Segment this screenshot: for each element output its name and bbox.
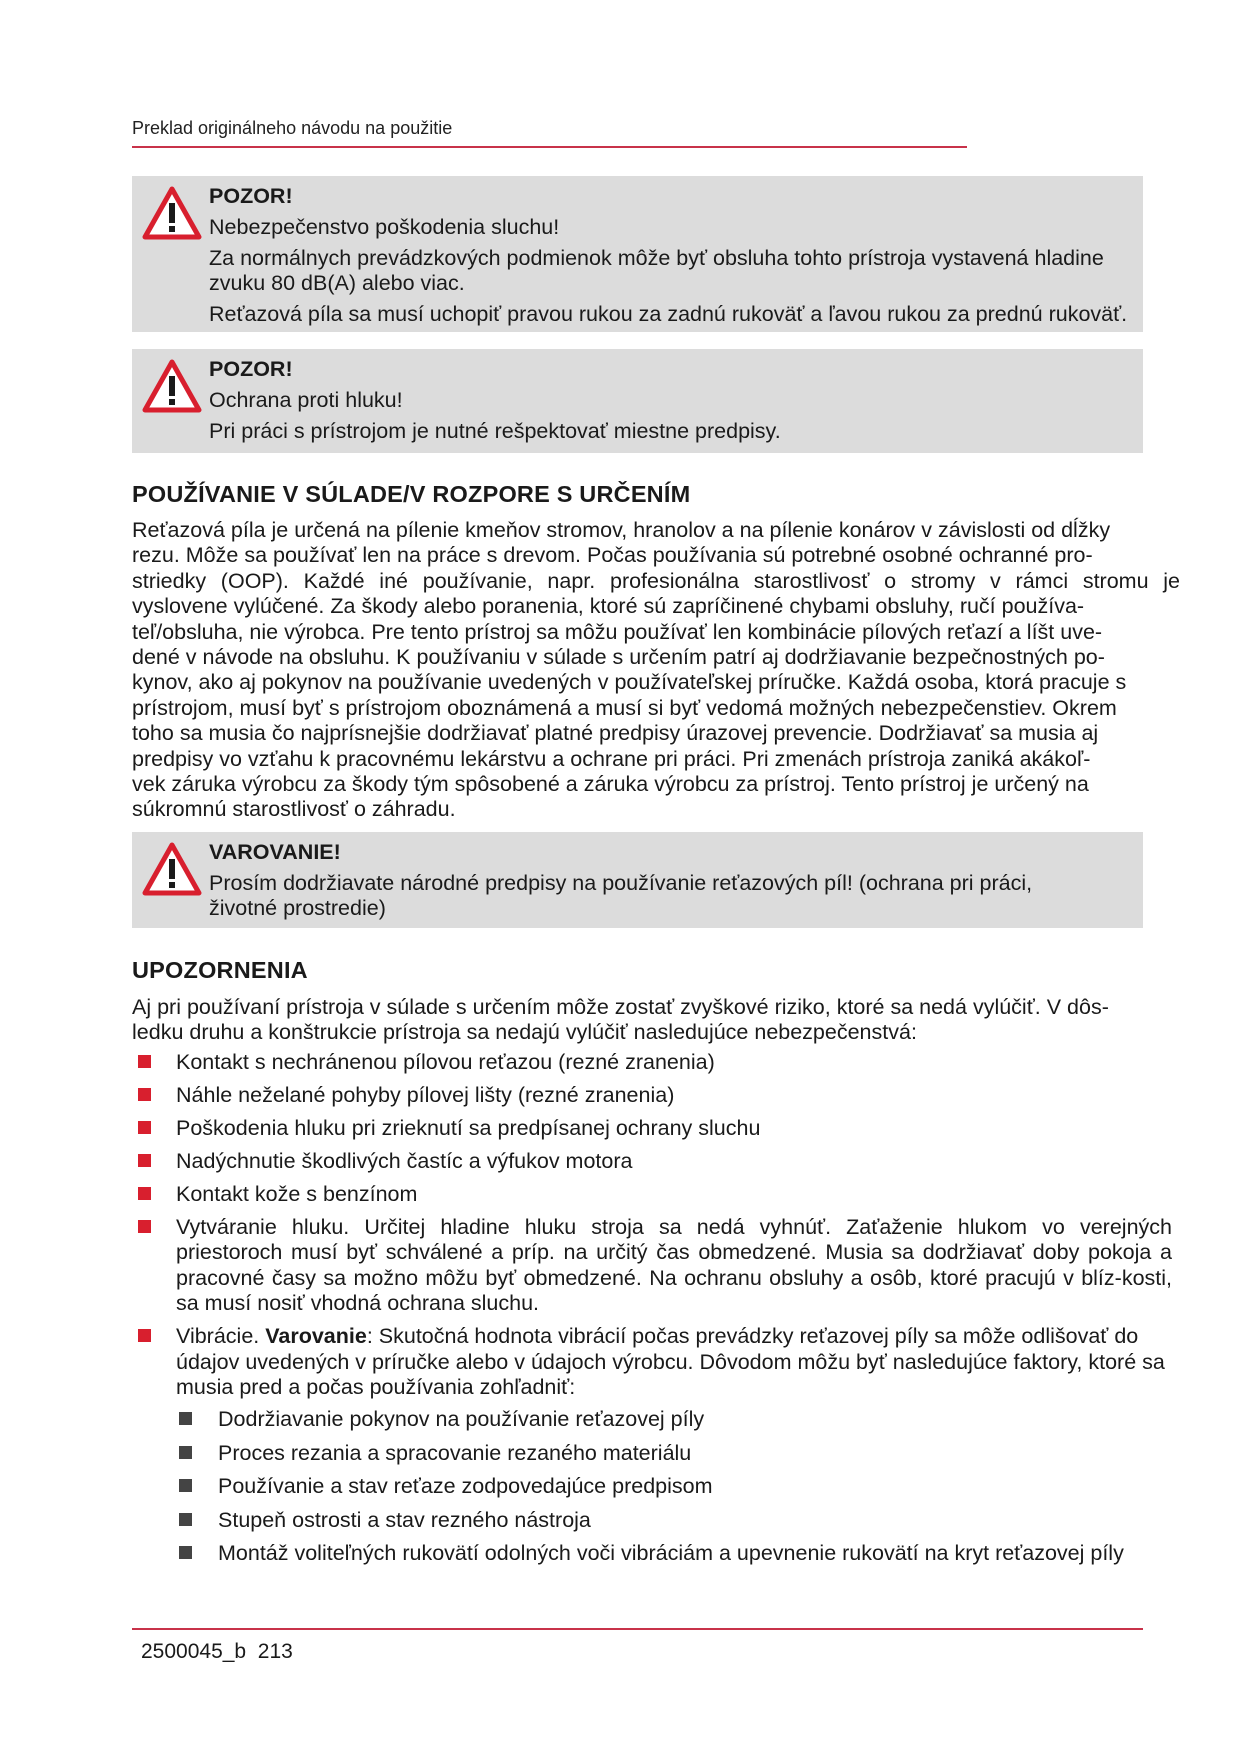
notice-line: Pri práci s prístrojom je nutné rešpektovať miestne predpisy.	[209, 419, 781, 443]
section-heading-intended-use: POUŽÍVANIE V SÚLADE/V ROZPORE S URČENÍM	[132, 481, 691, 507]
text-line: rezu. Môže sa používať len na práce s drevom. Počas používania sú potrebné osobné ochranné pro-	[132, 543, 1093, 568]
warning-triangle-icon	[142, 842, 202, 896]
gray-square-bullet-icon	[179, 1479, 192, 1492]
caution-box-hearing	[132, 176, 1143, 332]
notice-line: Nebezpečenstvo poškodenia sluchu!	[209, 215, 560, 239]
notice-title: VAROVANIE!	[209, 840, 341, 864]
text-line: predpisy vo vzťahu k pracovnému lekárstvu a ochrane pri práci. Pri zmenách prístroja zaniká akákoľ-	[132, 746, 1091, 771]
running-header: Preklad originálneho návodu na použitie	[132, 118, 453, 138]
vibration-text: : Skutočná hodnota vibrácií počas prevádzky reťazovej píly sa môže odlišovať do údajov uvedených v príručke alebo v údajoch výrobcu. Dôvodom môžu byť nasledujúce faktory, ktoré sa musia pred a počas používania zohľadniť:	[176, 1324, 1165, 1400]
notice-line: Reťazová píla sa musí uchopiť pravou rukou za zadnú rukoväť a ľavou rukou za prednú rukoväť.	[209, 302, 1128, 326]
sub-list-item-text: Proces rezania a spracovanie rezaného materiálu	[218, 1440, 692, 1465]
section-heading-notices: UPOZORNENIA	[132, 957, 308, 983]
list-item-vibration	[132, 1324, 1172, 1566]
notice-line: Za normálnych prevádzkových podmienok môže byť obsluha tohto prístroja vystavená hladine zvuku 80 dB(A) alebo viac.	[209, 246, 1104, 295]
notice-line: Prosím dodržiavate národné predpisy na používanie reťazových píl! (ochrana pri práci, životné prostredie)	[209, 871, 1033, 920]
list-item-text: Nadýchnutie škodlivých častíc a výfukov motora	[176, 1149, 633, 1173]
sub-list-item	[176, 1441, 1172, 1466]
vibration-factor-list	[176, 1407, 1172, 1566]
page-footer	[141, 1640, 293, 1664]
warning-triangle-icon	[142, 186, 202, 240]
warning-triangle-icon	[142, 359, 202, 413]
sub-list-item-text: Stupeň ostrosti a stav rezného nástroja	[218, 1507, 591, 1532]
text-line: dené v návode na obsluhu. K používaniu v súlade s určením patrí aj dodržiavanie bezpečnostných po-	[132, 645, 1105, 670]
text-line: Reťazová píla je určená na pílenie kmeňov stromov, hranolov a na pílenie konárov v závislosti od dĺžky	[132, 518, 1111, 542]
text-line: striedky (OOP). Každé iné používanie, napr. profesionálna starostlivosť o stromy v rámci stromu je	[132, 568, 1180, 593]
sub-list-item	[176, 1508, 1172, 1533]
sub-list-item-text: Montáž voliteľných rukovätí odolných voči vibráciám a upevnenie rukovätí na kryt reťazovej píly	[218, 1541, 1124, 1566]
list-item-text: Kontakt kože s benzínom	[176, 1182, 418, 1206]
red-square-bullet-icon	[138, 1121, 151, 1134]
gray-square-bullet-icon	[179, 1546, 192, 1559]
gray-square-bullet-icon	[179, 1446, 192, 1459]
list-item-text: Poškodenia hluku pri zrieknutí sa predpísanej ochrany sluchu	[176, 1116, 761, 1140]
red-square-bullet-icon	[138, 1220, 151, 1233]
notice-title: POZOR!	[209, 357, 293, 381]
red-square-bullet-icon	[138, 1329, 151, 1342]
vibration-lead: Vibrácie.	[176, 1324, 266, 1349]
intended-use-paragraph	[132, 518, 1180, 823]
red-square-bullet-icon	[138, 1187, 151, 1200]
sub-list-item-text: Dodržiavanie pokynov na používanie reťazovej píly	[218, 1407, 705, 1432]
gray-square-bullet-icon	[179, 1412, 192, 1425]
list-item	[132, 1149, 1172, 1174]
text-line: súkromnú starostlivosť o záhradu.	[132, 797, 456, 822]
notice-line: Ochrana proti hluku!	[209, 388, 403, 412]
list-item	[132, 1182, 1172, 1207]
text-line: toho sa musia čo najprísnejšie dodržiavať platné predpisy úrazovej prevencie. Dodržiavať sa musia aj	[132, 721, 1099, 746]
sub-list-item	[176, 1541, 1172, 1566]
gray-square-bullet-icon	[179, 1513, 192, 1526]
sub-list-item	[176, 1407, 1172, 1432]
header-rule	[132, 146, 967, 148]
document-code: 2500045_b	[141, 1640, 247, 1663]
red-square-bullet-icon	[138, 1154, 151, 1167]
text-line: ledku druhu a konštrukcie prístroja sa nedajú vylúčiť nasledujúce nebezpečenstvá:	[132, 1020, 917, 1045]
page-number: 213	[257, 1640, 293, 1663]
notices-intro-paragraph	[132, 995, 1180, 1046]
warning-box-national-rules	[132, 832, 1143, 928]
caution-box-noise	[132, 349, 1143, 453]
sub-list-item	[176, 1474, 1172, 1499]
vibration-warning-label: Varovanie	[265, 1324, 367, 1349]
text-line: teľ/obsluha, nie výrobca. Pre tento prístroj sa môžu používať len kombinácie pílových reťazí a líšt uve-	[132, 619, 1103, 644]
list-item-text: Kontakt s nechránenou pílovou reťazou (rezné zranenia)	[176, 1050, 715, 1074]
red-square-bullet-icon	[138, 1088, 151, 1101]
sub-list-item-text: Používanie a stav reťaze zodpovedajúce predpisom	[218, 1474, 713, 1499]
list-item-text: Náhle neželané pohyby pílovej lišty (rezné zranenia)	[176, 1083, 675, 1107]
list-item-text: Vytváranie hluku. Určitej hladine hluku stroja sa nedá vyhnúť. Zaťaženie hlukom vo verejných priestoroch musí byť schválené a príp. na určitý čas obmedzené. Musia sa dodržiavať doby pokoja a pracovné časy sa možno môžu byť obmedzené. Na ochranu obsluhy a osôb, ktoré pracujú v blíz-kosti, sa musí nosiť vhodná ochrana sluchu.	[176, 1215, 1172, 1316]
red-square-bullet-icon	[138, 1055, 151, 1068]
list-item	[132, 1083, 1172, 1108]
list-item	[132, 1116, 1172, 1141]
text-line: vek záruka výrobcu za škody tým spôsobené a záruka výrobcu za prístroj. Tento prístroj je určený na	[132, 772, 1089, 797]
text-line: vyslovene vylúčené. Za škody alebo poranenia, ktoré sú zapríčinené chybami obsluhy, ručí používa-	[132, 594, 1085, 619]
text-line: kynov, ako aj pokynov na používanie uvedených v používateľskej príručke. Každá osoba, ktorá pracuje s	[132, 670, 1127, 695]
list-item	[132, 1215, 1172, 1317]
hazard-list	[132, 1050, 1172, 1574]
list-item	[132, 1050, 1172, 1075]
notice-title: POZOR!	[209, 184, 293, 208]
text-line: Aj pri používaní prístroja v súlade s určením môže zostať zvyškové riziko, ktoré sa nedá vylúčiť. V dôs-	[132, 995, 1109, 1019]
footer-rule	[132, 1628, 1143, 1630]
text-line: prístrojom, musí byť s prístrojom oboznámená a musí si byť vedomá možných nebezpečenstiev. Okrem	[132, 695, 1117, 720]
